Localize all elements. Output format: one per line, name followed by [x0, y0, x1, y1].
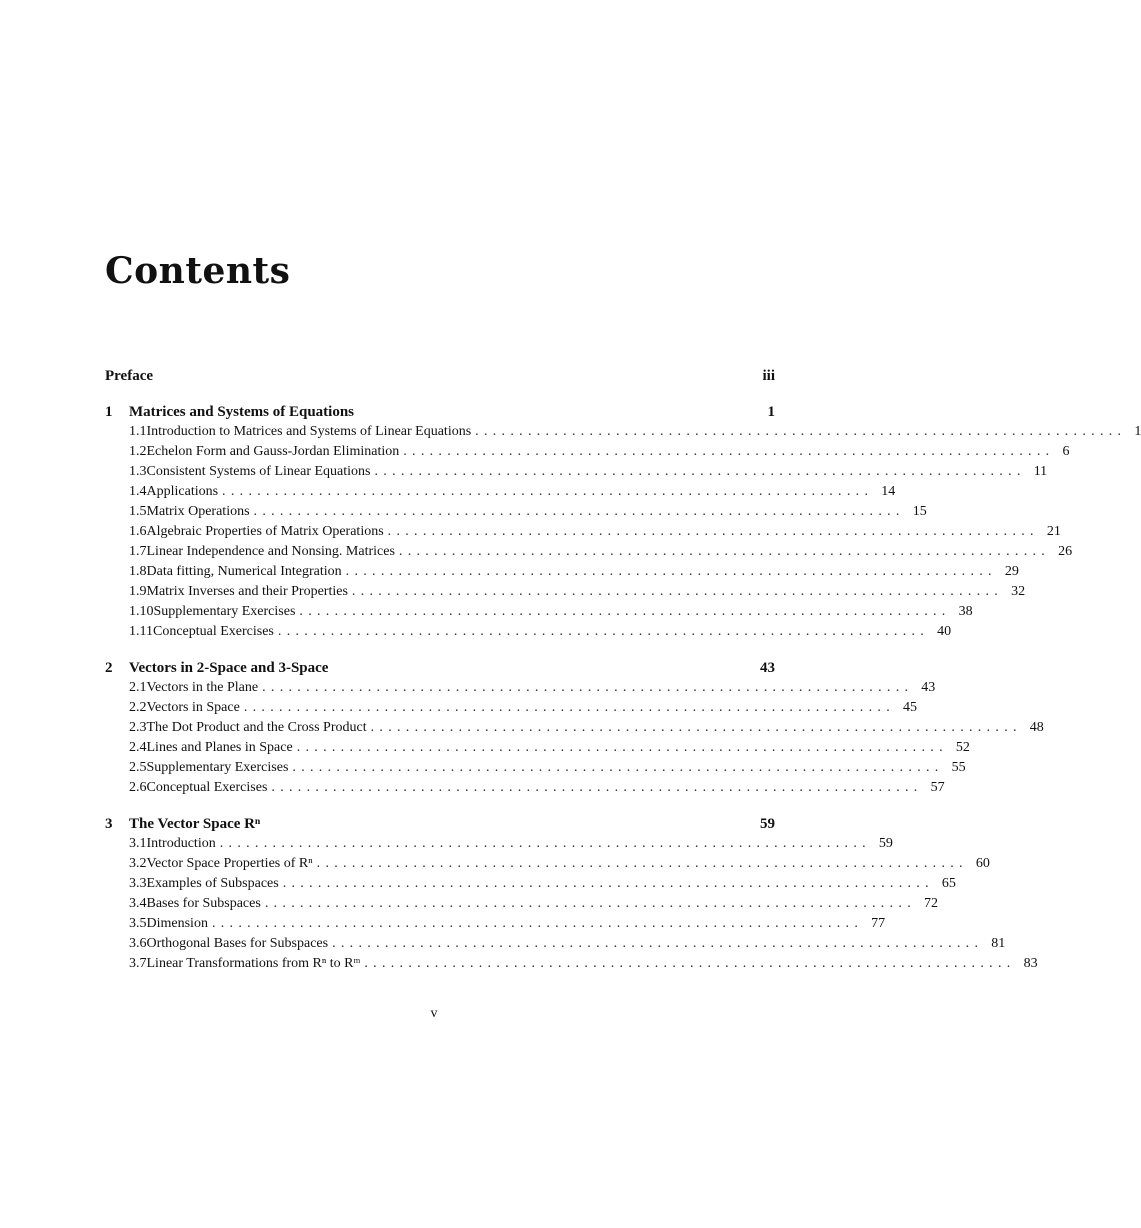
- chapter-number: 1: [105, 404, 113, 420]
- toc-section[interactable]: [105, 678, 936, 698]
- chapter-page: 43: [760, 660, 775, 676]
- section-page: 1: [1134, 424, 1141, 439]
- toc-section[interactable]: [105, 422, 1141, 442]
- section-title: Matrix Inverses and their Properties: [146, 584, 348, 599]
- section-page: 40: [937, 624, 952, 639]
- section-page: 48: [1029, 720, 1044, 735]
- section-title: The Dot Product and the Cross Product: [146, 720, 367, 735]
- dot-leader: ..........................................................................: [403, 444, 1055, 459]
- toc-section[interactable]: [105, 502, 927, 522]
- dot-leader: ..........................................................................: [264, 896, 917, 911]
- section-page: 52: [955, 740, 970, 755]
- page-title: Contents: [105, 250, 291, 292]
- section-title: Applications: [146, 484, 219, 499]
- toc-section[interactable]: [105, 874, 956, 894]
- dot-leader: ..........................................................................: [277, 624, 930, 639]
- chapter-title: Matrices and Systems of Equations: [129, 404, 355, 420]
- section-number: 1.7: [129, 544, 147, 559]
- section-title: Orthogonal Bases for Subspaces: [146, 936, 329, 951]
- section-page: 26: [1058, 544, 1073, 559]
- dot-leader: ..........................................................................: [475, 424, 1127, 439]
- section-title: Supplementary Exercises: [146, 760, 289, 775]
- dot-leader: ..........................................................................: [222, 484, 874, 499]
- toc-section[interactable]: [105, 698, 918, 718]
- section-number: 3.1: [129, 836, 147, 851]
- section-page: 81: [991, 936, 1006, 951]
- chapter-page: 59: [760, 816, 775, 832]
- section-page: 6: [1062, 444, 1070, 459]
- section-page: 21: [1046, 524, 1061, 539]
- chapter-title: The Vector Space Rⁿ: [129, 816, 261, 832]
- toc-section[interactable]: [105, 954, 1038, 974]
- section-page: 57: [930, 780, 945, 795]
- section-number: 3.6: [129, 936, 147, 951]
- section-number: 1.8: [129, 564, 147, 579]
- dot-leader: ..........................................................................: [387, 524, 1039, 539]
- dot-leader: ..........................................................................: [243, 700, 896, 715]
- toc-chapter-3[interactable]: [105, 814, 775, 834]
- section-page: 60: [975, 856, 990, 871]
- chapter-number: 2: [105, 660, 113, 676]
- dot-leader: ..........................................................................: [262, 680, 914, 695]
- section-number: 3.7: [129, 956, 147, 971]
- table-of-contents: [105, 366, 1141, 974]
- section-number: 3.2: [129, 856, 147, 871]
- section-title: Vectors in Space: [146, 700, 240, 715]
- toc-section[interactable]: [105, 522, 1061, 542]
- toc-section[interactable]: [105, 778, 945, 798]
- section-page: 11: [1033, 464, 1048, 479]
- section-page: 45: [903, 700, 918, 715]
- dot-leader: ..........................................................................: [292, 760, 944, 775]
- section-page: 32: [1011, 584, 1026, 599]
- toc-section[interactable]: [105, 758, 966, 778]
- section-title: Lines and Planes in Space: [146, 740, 293, 755]
- toc-section[interactable]: [105, 462, 1048, 482]
- section-title: Introduction: [146, 836, 216, 851]
- section-number: 1.4: [129, 484, 147, 499]
- toc-section[interactable]: [105, 854, 990, 874]
- toc-section[interactable]: [105, 914, 886, 934]
- section-page: 77: [871, 916, 886, 931]
- toc-section[interactable]: [105, 542, 1073, 562]
- section-number: 2.1: [129, 680, 147, 695]
- dot-leader: ..........................................................................: [332, 936, 984, 951]
- dot-leader: ..........................................................................: [345, 564, 997, 579]
- section-number: 1.9: [129, 584, 147, 599]
- section-title: Vector Space Properties of Rⁿ: [146, 856, 313, 871]
- section-page: 55: [951, 760, 966, 775]
- dot-leader: ..........................................................................: [351, 584, 1004, 599]
- dot-leader: ..........................................................................: [374, 464, 1026, 479]
- section-page: 43: [921, 680, 936, 695]
- section-number: 1.6: [129, 524, 147, 539]
- toc-section[interactable]: [105, 834, 893, 854]
- section-number: 1.11: [129, 624, 153, 639]
- page-number-footer: v: [430, 1006, 438, 1021]
- section-page: 59: [878, 836, 893, 851]
- section-title: Vectors in the Plane: [146, 680, 259, 695]
- dot-leader: ..........................................................................: [211, 916, 864, 931]
- section-title: Introduction to Matrices and Systems of Linear Equations: [146, 424, 472, 439]
- section-page: 83: [1023, 956, 1038, 971]
- section-title: Examples of Subspaces: [146, 876, 279, 891]
- chapter-page: 1: [767, 404, 775, 420]
- section-title: Linear Transformations from Rⁿ to Rᵐ: [146, 956, 361, 971]
- section-title: Conceptual Exercises: [146, 780, 268, 795]
- preface-label: Preface: [105, 368, 154, 384]
- section-page: 65: [941, 876, 956, 891]
- chapter-title: Vectors in 2-Space and 3-Space: [129, 660, 329, 676]
- chapter-number: 3: [105, 816, 113, 832]
- section-title: Linear Independence and Nonsing. Matrices: [146, 544, 395, 559]
- section-number: 1.10: [129, 604, 154, 619]
- toc-preface[interactable]: [105, 366, 775, 386]
- toc-section[interactable]: [105, 562, 1019, 582]
- dot-leader: ..........................................................................: [299, 604, 951, 619]
- dot-leader: ..........................................................................: [316, 856, 968, 871]
- dot-leader: ..........................................................................: [271, 780, 923, 795]
- dot-leader: ..........................................................................: [282, 876, 934, 891]
- section-title: Algebraic Properties of Matrix Operations: [146, 524, 384, 539]
- section-page: 29: [1004, 564, 1019, 579]
- section-title: Dimension: [146, 916, 208, 931]
- toc-section[interactable]: [105, 622, 952, 642]
- section-number: 2.3: [129, 720, 147, 735]
- section-title: Data fitting, Numerical Integration: [146, 564, 342, 579]
- section-title: Consistent Systems of Linear Equations: [146, 464, 371, 479]
- dot-leader: ..........................................................................: [296, 740, 948, 755]
- section-title: Conceptual Exercises: [152, 624, 274, 639]
- toc-section[interactable]: [105, 442, 1070, 462]
- section-title: Echelon Form and Gauss-Jordan Elimination: [146, 444, 400, 459]
- dot-leader: ..........................................................................: [364, 956, 1016, 971]
- toc-section[interactable]: [105, 894, 939, 914]
- toc-section[interactable]: [105, 934, 1006, 954]
- toc-section[interactable]: [105, 482, 896, 502]
- toc-section[interactable]: [105, 602, 973, 622]
- toc-section[interactable]: [105, 738, 970, 758]
- section-number: 3.3: [129, 876, 147, 891]
- section-number: 3.5: [129, 916, 147, 931]
- preface-page: iii: [762, 368, 775, 384]
- section-page: 38: [958, 604, 973, 619]
- dot-leader: ..........................................................................: [253, 504, 905, 519]
- section-number: 2.5: [129, 760, 147, 775]
- section-number: 1.2: [129, 444, 147, 459]
- section-number: 2.4: [129, 740, 147, 755]
- section-number: 1.5: [129, 504, 147, 519]
- section-title: Bases for Subspaces: [146, 896, 261, 911]
- section-number: 2.2: [129, 700, 147, 715]
- section-number: 1.3: [129, 464, 147, 479]
- section-number: 2.6: [129, 780, 147, 795]
- section-page: 72: [924, 896, 939, 911]
- section-title: Supplementary Exercises: [153, 604, 296, 619]
- toc-chapter-2[interactable]: [105, 658, 775, 678]
- toc-section[interactable]: [105, 718, 1044, 738]
- section-page: 15: [912, 504, 927, 519]
- dot-leader: ..........................................................................: [398, 544, 1051, 559]
- section-title: Matrix Operations: [146, 504, 250, 519]
- toc-section[interactable]: [105, 582, 1026, 602]
- dot-leader: ..........................................................................: [219, 836, 871, 851]
- section-number: 1.1: [129, 424, 147, 439]
- dot-leader: ..........................................................................: [370, 720, 1022, 735]
- toc-chapter-1[interactable]: [105, 402, 775, 422]
- section-page: 14: [881, 484, 896, 499]
- section-number: 3.4: [129, 896, 147, 911]
